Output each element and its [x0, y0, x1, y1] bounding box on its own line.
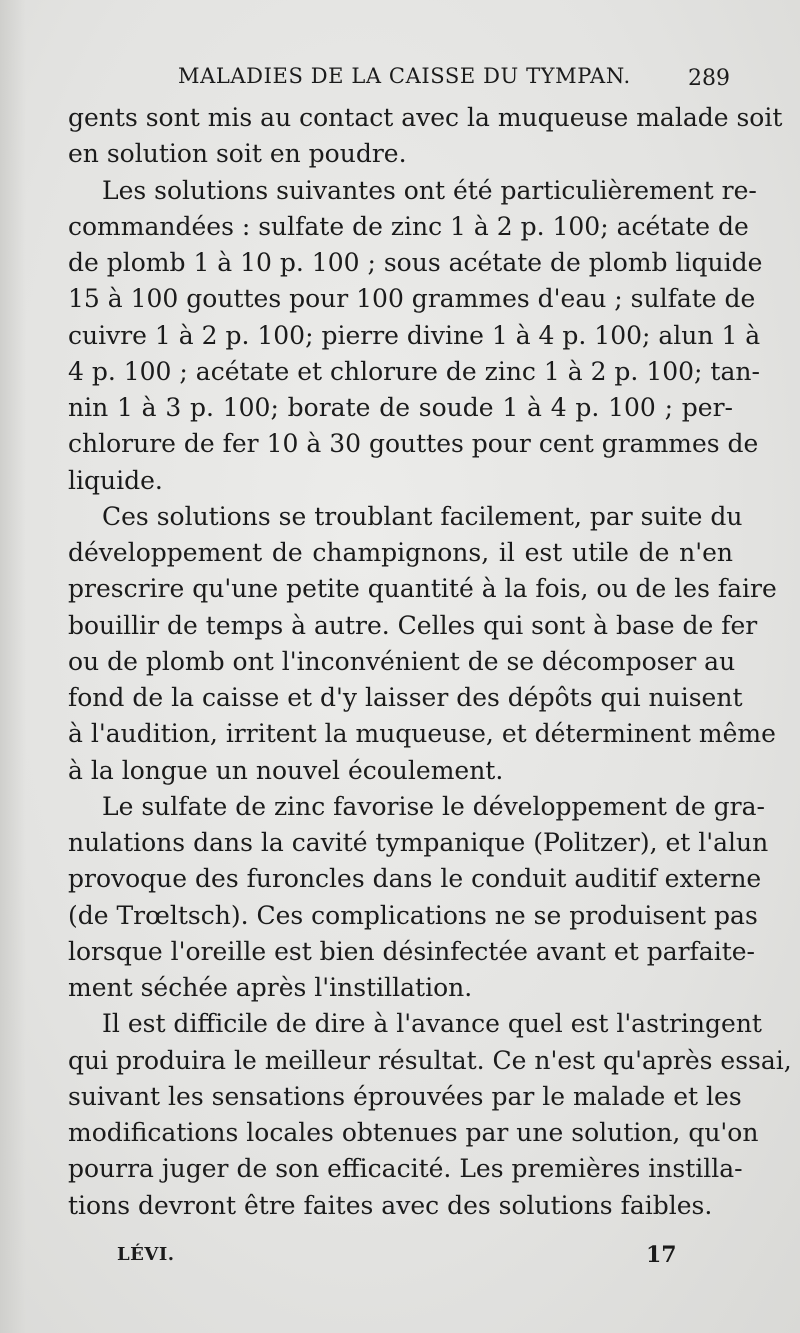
text-line: tions devront être faites avec des solutions faibles.	[68, 1190, 713, 1220]
text-line: Il est difficile de dire à l'avance quel est l'astringent	[102, 1009, 762, 1039]
text-line: 4 p. 100 ; acétate et chlorure de zinc 1 à 2 p. 100; tan-	[68, 356, 760, 386]
text-line: nin 1 à 3 p. 100; borate de soude 1 à 4 p. 100 ; per-	[68, 393, 733, 422]
paragraph	[68, 1006, 792, 1224]
text-line: Ces solutions se troublant facilement, par suite du	[102, 501, 743, 531]
text-line: nulations dans la cavité tympanique (Politzer), et l'alun	[68, 828, 769, 857]
sheet-number: 17	[646, 1242, 677, 1268]
text-line: provoque des furoncles dans le conduit auditif externe	[68, 864, 762, 894]
text-line: Le sulfate de zinc favorise le développement de gra-	[102, 791, 765, 821]
paragraph	[68, 100, 783, 173]
page-footer	[0, 1244, 800, 1274]
running-head: MALADIES DE LA CAISSE DU TYMPAN.	[178, 64, 631, 88]
text-line: suivant les sensations éprouvées par le malade et les	[68, 1081, 742, 1111]
text-line: cuivre 1 à 2 p. 100; pierre divine 1 à 4 p. 100; alun 1 à	[68, 320, 761, 350]
paragraph	[68, 789, 769, 1007]
text-line: liquide.	[68, 465, 163, 495]
text-line: développement de champignons, il est utile de n'en	[68, 538, 733, 567]
text-line: gents sont mis au contact avec la muqueuse malade soit	[68, 103, 783, 132]
text-line: en solution soit en poudre.	[68, 139, 407, 169]
text-line: à l'audition, irritent la muqueuse, et déterminent même	[68, 719, 776, 749]
text-line: qui produira le meilleur résultat. Ce n'est qu'après essai,	[68, 1045, 792, 1075]
text-line: 15 à 100 gouttes pour 100 grammes d'eau ; sulfate de	[68, 284, 756, 314]
text-line: de plomb 1 à 10 p. 100 ; sous acétate de plomb liquide	[68, 248, 763, 277]
text-line: ment séchée après l'instillation.	[68, 973, 473, 1002]
text-line: ou de plomb ont l'inconvénient de se décomposer au	[68, 646, 736, 676]
page-number: 289	[688, 66, 730, 91]
text-line: à la longue un nouvel écoulement.	[68, 755, 504, 785]
paragraph	[68, 499, 777, 789]
text-line: lorsque l'oreille est bien désinfectée avant et parfaite-	[68, 936, 755, 966]
body-text	[68, 100, 792, 1224]
text-line: modifications locales obtenues par une solution, qu'on	[68, 1118, 759, 1147]
text-line: prescrire qu'une petite quantité à la fois, ou de les faire	[68, 574, 777, 604]
text-line: Les solutions suivantes ont été particulièrement re-	[102, 175, 757, 205]
text-line: fond de la caisse et d'y laisser des dépôts qui nuisent	[68, 683, 743, 712]
text-line: pourra juger de son efficacité. Les premières instilla-	[68, 1154, 743, 1184]
text-line: chlorure de fer 10 à 30 gouttes pour cent grammes de	[68, 429, 759, 459]
page-header	[0, 60, 800, 96]
text-line: bouillir de temps à autre. Celles qui sont à base de fer	[68, 610, 758, 640]
text-line: commandées : sulfate de zinc 1 à 2 p. 100; acétate de	[68, 211, 749, 241]
printer-signature: LÉVI.	[117, 1244, 175, 1265]
paragraph	[68, 173, 763, 499]
text-line: (de Trœltsch). Ces complications ne se produisent pas	[68, 900, 758, 930]
